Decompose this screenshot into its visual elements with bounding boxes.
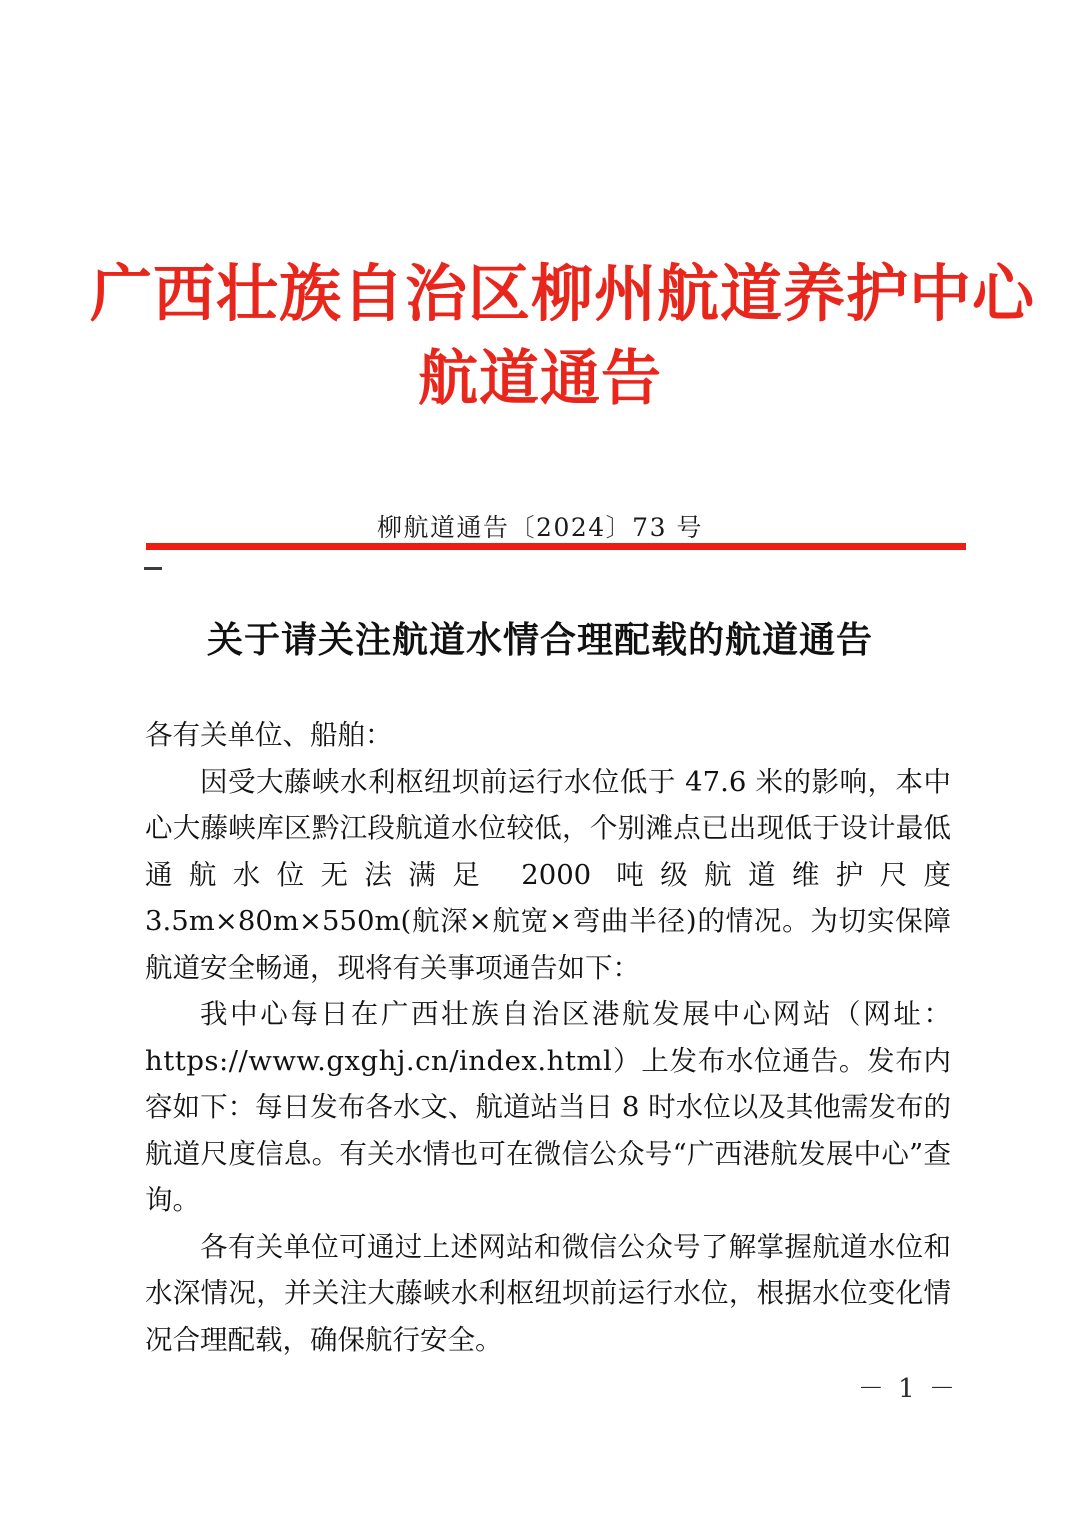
masthead-issuer-line: 广西壮族自治区柳州航道养护中心 <box>90 257 1036 330</box>
body-paragraph-2-tail: ）上发布水位通告。发布内容如下：每日发布各水文、航道站当日 8 时水位以及其他需发布的航道尺度信息。有关水情也可在微信公众号“广西港航发展中心”查询。 <box>145 1044 951 1216</box>
masthead-document-type-line: 航道通告 <box>418 344 662 414</box>
letterhead-masthead <box>90 252 1036 422</box>
body-salutation: 各有关单位、船舶： <box>145 719 393 751</box>
website-url: https://www.gxghj.cn/index.html <box>145 1044 613 1077</box>
body-paragraph-1: 因受大藤峡水利枢纽坝前运行水位低于 47.6 米的影响，本中心大藤峡库区黔江段航道水位较低，个别滩点已出现低于设计最低通航水位无法满足 2000 吨级航道维护尺度 3.5m×80m×550m(航深×航宽×弯曲半径)的情况。为切实保障航道安全畅通，现将有关事项通告如下： <box>145 765 951 984</box>
document-body <box>145 712 951 1363</box>
document-subject-heading: 关于请关注航道水情合理配载的航道通告 <box>206 619 873 661</box>
footer-page-number: － 1 － <box>857 1374 958 1404</box>
document-serial-number: 柳航道通告〔2024〕73 号 <box>377 513 703 542</box>
red-separator-rule <box>146 543 966 550</box>
body-paragraph-2-lead: 我中心每日在广西壮族自治区港航发展中心网站（网址： <box>200 998 951 1030</box>
body-paragraph-2 <box>145 991 951 1224</box>
stray-dash-mark <box>144 567 162 570</box>
body-paragraph-3: 各有关单位可通过上述网站和微信公众号了解掌握航道水位和水深情况，并关注大藤峡水利枢纽坝前运行水位，根据水位变化情况合理配载，确保航行安全。 <box>145 1230 951 1356</box>
